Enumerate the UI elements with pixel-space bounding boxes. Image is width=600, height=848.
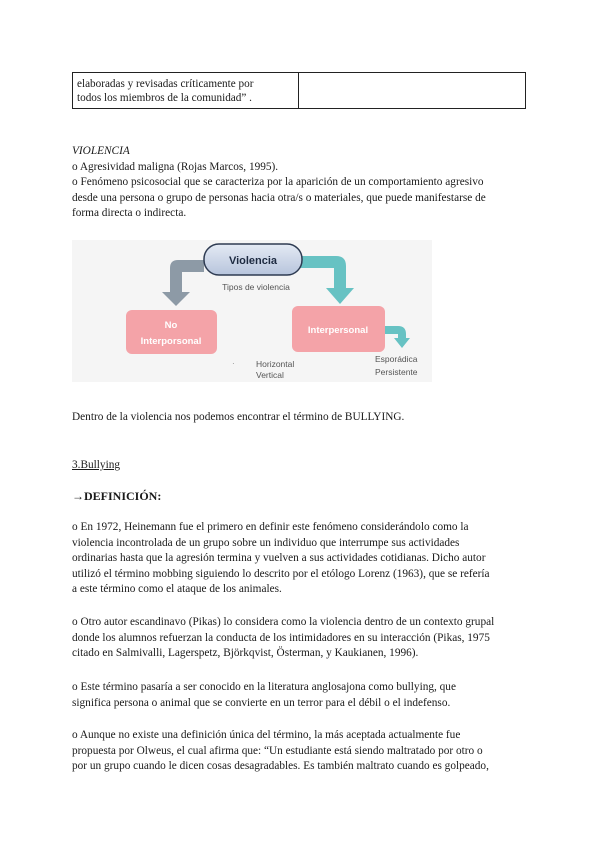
diagram-left-box-label: No [164,320,178,331]
diagram-right-sub: Persistente [375,367,418,377]
list-item: desde una persona o grupo de personas hacia otra/s o materiales, que puede manifestarse de [72,191,486,204]
list-item: o Fenómeno psicosocial que se caracteriza por la aparición de un comportamiento agresivo [72,176,484,188]
after-diagram-text [72,410,532,426]
paragraph-line: o Aunque no existe una definición única del término, la más aceptada actualmente fue [72,729,461,741]
diagram-subtitle: Tipos de violencia [222,282,290,292]
table-cell [73,73,299,108]
paragraph-line: violencia incontrolada de un grupo sobre un individuo que interrumpe sus actividades [72,536,460,549]
violencia-heading: VIOLENCIA [72,145,130,157]
table-cell-text: todos los miembros de la comunidad” . [77,92,252,104]
paragraph-line: donde los alumnos refuerzan la conducta de los intimidadores en su interacción (Pikas, 1975 [72,631,490,644]
diagram-right-sub: Esporádica [375,354,418,364]
violencia-section [72,144,532,222]
diagram-left-box-label: Interporsonal [140,336,202,347]
paragraph-line: propuesta por Olweus, el cual afirma que: “Un estudiante está siendo maltratado por otro o [72,744,483,757]
diagram-bullet: · [232,359,235,368]
table [72,72,526,109]
diagram-left-sub: Vertical [256,370,284,380]
diagram-left-sub: Horizontal [256,359,295,369]
table-cell-empty [299,73,525,108]
paragraph-line: utilizó el término mobbing siguiendo lo descrito por el etólogo Lorenz (1963), que se refería [72,567,490,580]
table-cell-text: elaboradas y revisadas críticamente por [77,78,254,90]
paragraph-2 [72,615,532,662]
paragraph-line: ordinarias hasta que la agresión termina y vuelven a sus actividades cotidianas. Dicho autor [72,552,486,564]
paragraph-line: o Este término pasaría a ser conocido en la literatura anglosajona como bullying, que [72,681,456,693]
list-item: forma directa o indirecta. [72,207,187,219]
paragraph-4 [72,728,532,775]
section-title-wrap [72,458,532,474]
diagram-left-box [126,310,217,354]
paragraph-line: o Otro autor escandinavo (Pikas) lo considera como la violencia dentro de un contexto grupal [72,616,495,628]
paragraph-line: citado en Salmivalli, Lagerspetz, Björkqvist, Österman, y Kaukianen, 1996). [72,647,419,659]
diagram-top-label: Violencia [228,255,278,267]
section-title: 3.Bullying [72,459,121,471]
definition-heading: →DEFINICIÓN: [72,489,162,503]
paragraph-3 [72,680,532,711]
paragraph: Dentro de la violencia nos podemos encontrar el término de BULLYING. [72,411,405,423]
paragraph-1 [72,520,532,598]
paragraph-line: significa persona o animal que se convierte en un terror para el débil o el indefenso. [72,696,451,709]
violence-types-diagram [72,240,432,382]
definition-heading-wrap [72,489,532,505]
paragraph-line: a este término como el ataque de los animales. [72,583,282,595]
diagram-right-box-label: Interpersonal [307,325,369,336]
paragraph-line: o En 1972, Heinemann fue el primero en definir este fenómeno considerándolo como la [72,521,469,533]
list-item: o Agresividad maligna (Rojas Marcos, 1995). [72,160,279,173]
paragraph-line: por un grupo cuando le dicen cosas desagradables. Es también maltrato cuando es golpeado, [72,760,489,772]
